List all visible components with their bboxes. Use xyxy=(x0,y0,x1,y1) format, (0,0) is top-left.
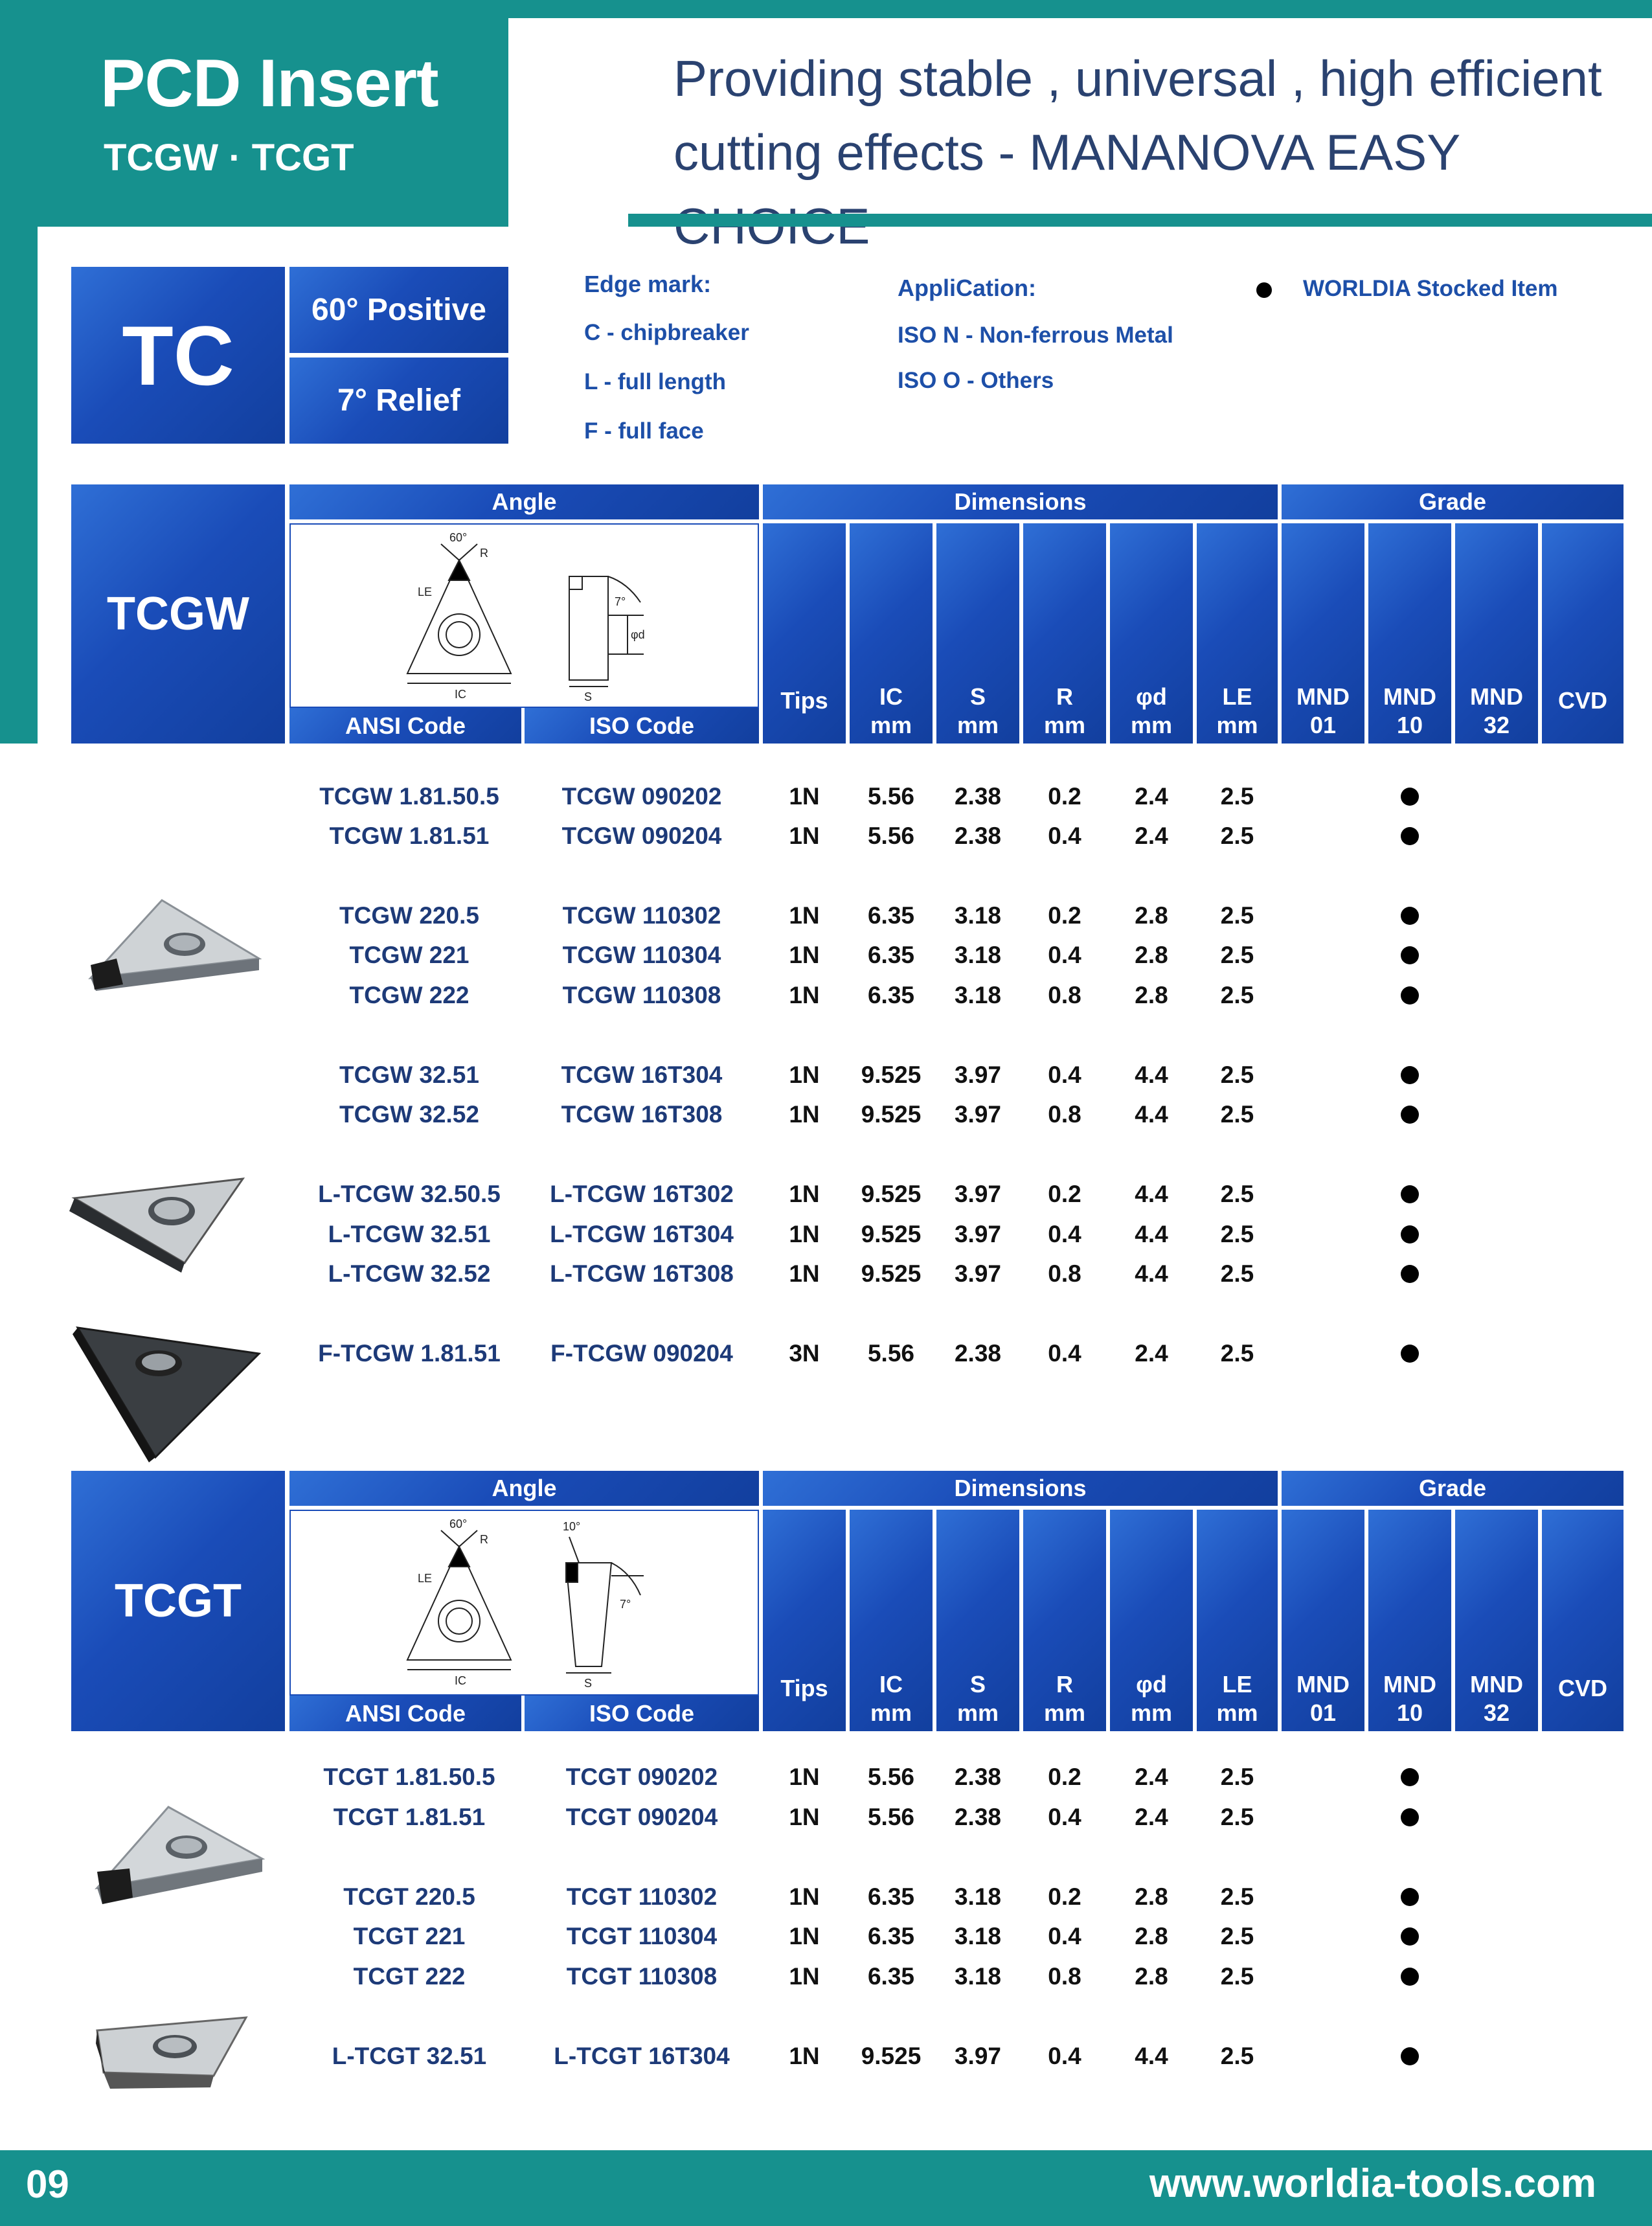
tcgw-grade-header: Grade xyxy=(1282,484,1624,519)
insert-image-tcgt xyxy=(91,1800,278,1930)
tcgt-phid-label: φd xyxy=(1136,1671,1167,1698)
le-value: 2.5 xyxy=(1220,942,1254,968)
tcgt-r-label: R xyxy=(1056,1671,1073,1698)
insert-image-l-tcgw xyxy=(62,1166,269,1276)
phid-value: 2.8 xyxy=(1135,942,1168,968)
page-number: 09 xyxy=(26,2163,69,2206)
iso-code: L-TCGW 16T302 xyxy=(550,1181,734,1207)
application-item-n: ISO N - Non-ferrous Metal xyxy=(898,323,1173,348)
le-value: 2.5 xyxy=(1220,783,1254,810)
tcgw-dimensions-header: Dimensions xyxy=(763,484,1278,519)
tcgt-diagram-ic-label: IC xyxy=(455,1674,466,1687)
tagline-line-2: cutting effects - MANANOVA EASY xyxy=(673,124,1460,181)
iso-code: TCGW 16T308 xyxy=(561,1101,723,1128)
tips-value: 1N xyxy=(789,1923,820,1949)
le-value: 2.5 xyxy=(1220,2043,1254,2069)
s-value: 3.97 xyxy=(954,2043,1001,2069)
ansi-code: TCGW 32.51 xyxy=(339,1062,479,1088)
stocked-dot-icon xyxy=(1401,1066,1419,1084)
ic-value: 6.35 xyxy=(867,1963,914,1990)
ic-value: 6.35 xyxy=(867,982,914,1008)
tcgt-le-unit: mm xyxy=(1216,1699,1258,1726)
tips-value: 1N xyxy=(789,783,820,810)
iso-code: TCGW 16T304 xyxy=(561,1062,723,1088)
tcgt-mnd32-num: 32 xyxy=(1483,1699,1510,1726)
stocked-dot-icon xyxy=(1401,1345,1419,1363)
r-value: 0.2 xyxy=(1048,1764,1081,1790)
stocked-dot-icon xyxy=(1401,1265,1419,1283)
tcgt-mnd01-num: 01 xyxy=(1309,1699,1337,1726)
ic-value: 9.525 xyxy=(861,1181,922,1207)
r-value: 0.4 xyxy=(1048,1804,1081,1830)
tcgt-mnd01-header xyxy=(1282,1510,1364,1731)
tcgw-diagram-phid-label: φd xyxy=(631,628,645,641)
angle-box xyxy=(289,267,508,353)
iso-code: TCGW 110302 xyxy=(562,902,721,929)
iso-code: TCGW 090202 xyxy=(561,783,722,810)
tcgw-mnd32-num: 32 xyxy=(1483,712,1510,738)
tcgw-diagram-angle-label: 60° xyxy=(449,531,468,544)
tcgt-diagram-clearance-label: 10° xyxy=(563,1520,581,1533)
ansi-code: TCGW 220.5 xyxy=(339,902,479,929)
tcgt-mnd01-label: MND xyxy=(1296,1671,1350,1698)
phid-value: 2.8 xyxy=(1135,1883,1168,1910)
s-value: 2.38 xyxy=(954,1804,1001,1830)
r-value: 0.8 xyxy=(1048,1260,1081,1287)
tips-value: 3N xyxy=(789,1340,820,1367)
tips-value: 1N xyxy=(789,1062,820,1088)
s-value: 3.18 xyxy=(954,942,1001,968)
tips-value: 1N xyxy=(789,1181,820,1207)
phid-value: 4.4 xyxy=(1135,1221,1168,1247)
tips-value: 1N xyxy=(789,1883,820,1910)
shape-code-box xyxy=(71,267,285,444)
stocked-dot-icon xyxy=(1401,1768,1419,1786)
le-value: 2.5 xyxy=(1220,902,1254,929)
r-value: 0.4 xyxy=(1048,1062,1081,1088)
s-value: 2.38 xyxy=(954,1340,1001,1367)
r-value: 0.4 xyxy=(1048,1923,1081,1949)
tcgw-diagram-r-label: R xyxy=(480,547,488,560)
tcgt-mnd10-header xyxy=(1368,1510,1451,1731)
ic-value: 9.525 xyxy=(861,1260,922,1287)
tcgw-phid-header xyxy=(1110,523,1193,744)
edge-item-l: L - full length xyxy=(584,369,727,394)
s-value: 3.18 xyxy=(954,1963,1001,1990)
phid-value: 4.4 xyxy=(1135,1101,1168,1128)
ansi-code: L-TCGW 32.52 xyxy=(328,1260,491,1287)
tagline-line-1: Providing stable , universal , high efficient xyxy=(673,50,1602,107)
tcgt-s-label: S xyxy=(969,1671,986,1698)
tcgw-angle-header: Angle xyxy=(289,484,759,519)
tcgt-phid-unit: mm xyxy=(1130,1699,1173,1726)
stocked-dot-icon xyxy=(1401,1106,1419,1124)
ansi-code: TCGT 221 xyxy=(353,1923,466,1949)
tips-value: 1N xyxy=(789,902,820,929)
s-value: 3.18 xyxy=(954,902,1001,929)
ic-value: 5.56 xyxy=(867,1764,914,1790)
tcgt-diagram-r-label: R xyxy=(480,1533,488,1546)
edge-mark-title: Edge mark: xyxy=(584,271,712,297)
phid-value: 2.8 xyxy=(1135,1963,1168,1990)
iso-code: TCGT 090202 xyxy=(565,1764,718,1790)
tcgt-cvd-label: CVD xyxy=(1557,1675,1607,1701)
r-value: 0.4 xyxy=(1048,942,1081,968)
tcgw-r-header xyxy=(1023,523,1106,744)
mnd10-stock-cell xyxy=(1368,1215,1451,1254)
stocked-dot-icon xyxy=(1401,1927,1419,1946)
tcgt-iso-header: ISO Code xyxy=(525,1696,759,1731)
tcgw-mnd10-num: 10 xyxy=(1396,712,1423,738)
le-value: 2.5 xyxy=(1220,1181,1254,1207)
tcgw-mnd32-label: MND xyxy=(1470,683,1523,710)
tcgt-le-label: LE xyxy=(1222,1671,1252,1698)
iso-code: TCGT 090204 xyxy=(565,1804,718,1830)
tcgw-mnd10-header xyxy=(1368,523,1451,744)
r-value: 0.4 xyxy=(1048,823,1081,849)
tcgt-angle-header: Angle xyxy=(289,1471,759,1506)
mnd10-stock-cell xyxy=(1368,2037,1451,2076)
tcgt-phid-header xyxy=(1110,1510,1193,1731)
tcgw-diagram-le-label: LE xyxy=(418,585,433,598)
phid-value: 2.4 xyxy=(1135,1764,1168,1790)
r-value: 0.4 xyxy=(1048,2043,1081,2069)
mnd10-stock-cell xyxy=(1368,976,1451,1015)
stocked-item-label: WORLDIA Stocked Item xyxy=(1303,276,1558,301)
r-value: 0.8 xyxy=(1048,1101,1081,1128)
tcgt-diagram-area xyxy=(289,1510,759,1696)
r-value: 0.4 xyxy=(1048,1221,1081,1247)
le-value: 2.5 xyxy=(1220,982,1254,1008)
le-value: 2.5 xyxy=(1220,1963,1254,1990)
stocked-dot-icon xyxy=(1401,1808,1419,1826)
edge-item-f: F - full face xyxy=(584,418,704,444)
s-value: 2.38 xyxy=(954,1764,1001,1790)
tcgt-r-header xyxy=(1023,1510,1106,1731)
insert-image-tcgw xyxy=(65,887,272,1004)
table-row xyxy=(0,1758,1652,1797)
iso-code: TCGT 110302 xyxy=(566,1883,718,1910)
tcgt-s-unit: mm xyxy=(956,1699,999,1726)
r-value: 0.4 xyxy=(1048,1340,1081,1367)
mnd10-stock-cell xyxy=(1368,777,1451,816)
ansi-code: TCGT 1.81.51 xyxy=(333,1804,486,1830)
mnd10-stock-cell xyxy=(1368,896,1451,935)
stocked-dot-icon xyxy=(1401,1968,1419,1986)
ansi-code: TCGT 220.5 xyxy=(343,1883,475,1910)
website-url[interactable]: www.worldia-tools.com xyxy=(1149,2161,1596,2206)
ansi-code: TCGT 222 xyxy=(353,1963,466,1990)
iso-code: L-TCGW 16T304 xyxy=(550,1221,734,1247)
relief-box xyxy=(289,358,508,444)
stocked-dot-icon xyxy=(1401,907,1419,925)
tcgw-le-label: LE xyxy=(1222,683,1252,710)
stocked-dot-icon xyxy=(1401,946,1419,964)
tcgt-diagram-relief-label: 7° xyxy=(620,1598,631,1611)
mnd10-stock-cell xyxy=(1368,1798,1451,1837)
s-value: 3.18 xyxy=(954,1883,1001,1910)
s-value: 3.18 xyxy=(954,982,1001,1008)
tcgt-tips-label: Tips xyxy=(780,1675,828,1701)
r-value: 0.2 xyxy=(1048,1883,1081,1910)
phid-value: 2.8 xyxy=(1135,1923,1168,1949)
tips-value: 1N xyxy=(789,982,820,1008)
s-value: 3.18 xyxy=(954,1923,1001,1949)
stocked-dot-icon xyxy=(1401,788,1419,806)
ic-value: 6.35 xyxy=(867,902,914,929)
stocked-dot-icon xyxy=(1256,282,1272,298)
tips-value: 1N xyxy=(789,1804,820,1830)
iso-code: TCGT 110304 xyxy=(566,1923,718,1949)
ic-value: 5.56 xyxy=(867,1340,914,1367)
r-value: 0.2 xyxy=(1048,1181,1081,1207)
tcgw-diagram-s-label: S xyxy=(584,690,593,703)
s-value: 2.38 xyxy=(954,783,1001,810)
tips-value: 1N xyxy=(789,1260,820,1287)
r-value: 0.8 xyxy=(1048,982,1081,1008)
le-value: 2.5 xyxy=(1220,1804,1254,1830)
r-value: 0.2 xyxy=(1048,902,1081,929)
insert-image-f-tcgw xyxy=(71,1321,266,1464)
mnd10-stock-cell xyxy=(1368,1056,1451,1095)
tcgw-ic-label: IC xyxy=(879,683,903,710)
mnd10-stock-cell xyxy=(1368,1095,1451,1134)
tips-value: 1N xyxy=(789,823,820,849)
tcgt-series-box xyxy=(71,1471,285,1731)
tcgw-insert-diagram xyxy=(291,525,758,707)
ic-value: 5.56 xyxy=(867,823,914,849)
mnd10-stock-cell xyxy=(1368,817,1451,856)
tcgt-ansi-header: ANSI Code xyxy=(289,1696,521,1731)
tcgw-mnd01-label: MND xyxy=(1296,683,1350,710)
tips-value: 1N xyxy=(789,1221,820,1247)
tcgw-r-label: R xyxy=(1056,683,1073,710)
le-value: 2.5 xyxy=(1220,1221,1254,1247)
phid-value: 4.4 xyxy=(1135,2043,1168,2069)
ansi-code: TCGT 1.81.50.5 xyxy=(323,1764,495,1790)
tips-value: 1N xyxy=(789,1963,820,1990)
tcgw-tips-label: Tips xyxy=(780,687,828,714)
table-row xyxy=(0,777,1652,816)
ic-value: 6.35 xyxy=(867,1923,914,1949)
tcgt-le-header xyxy=(1197,1510,1278,1731)
mnd10-stock-cell xyxy=(1368,1175,1451,1214)
phid-value: 4.4 xyxy=(1135,1181,1168,1207)
phid-value: 4.4 xyxy=(1135,1260,1168,1287)
mnd10-stock-cell xyxy=(1368,1878,1451,1916)
shape-code: TC xyxy=(122,308,234,403)
le-value: 2.5 xyxy=(1220,823,1254,849)
ic-value: 5.56 xyxy=(867,783,914,810)
le-value: 2.5 xyxy=(1220,1260,1254,1287)
ic-value: 5.56 xyxy=(867,1804,914,1830)
tips-value: 1N xyxy=(789,2043,820,2069)
tcgw-s-label: S xyxy=(969,683,986,710)
mnd10-stock-cell xyxy=(1368,936,1451,975)
tcgw-mnd01-num: 01 xyxy=(1309,712,1337,738)
phid-value: 2.4 xyxy=(1135,823,1168,849)
tcgw-r-unit: mm xyxy=(1043,712,1086,738)
ansi-code: TCGW 1.81.51 xyxy=(329,823,490,849)
s-value: 3.97 xyxy=(954,1181,1001,1207)
tcgw-s-header xyxy=(936,523,1019,744)
phid-value: 2.4 xyxy=(1135,1340,1168,1367)
table-row xyxy=(0,817,1652,856)
stocked-dot-icon xyxy=(1401,1225,1419,1244)
iso-code: L-TCGT 16T304 xyxy=(554,2043,730,2069)
tcgw-le-header xyxy=(1197,523,1278,744)
table-row xyxy=(0,1095,1652,1134)
tcgw-phid-label: φd xyxy=(1136,683,1167,710)
tcgt-tips-header xyxy=(763,1510,846,1731)
tcgw-ic-unit: mm xyxy=(870,712,912,738)
iso-code: TCGT 110308 xyxy=(566,1963,718,1990)
tcgw-mnd01-header xyxy=(1282,523,1364,744)
ansi-code: L-TCGW 32.51 xyxy=(328,1221,491,1247)
tcgw-ic-header xyxy=(850,523,933,744)
tcgw-cvd-label: CVD xyxy=(1557,687,1607,714)
tcgt-series-name: TCGT xyxy=(115,1575,242,1627)
mnd10-stock-cell xyxy=(1368,1255,1451,1293)
mnd10-stock-cell xyxy=(1368,1334,1451,1373)
le-value: 2.5 xyxy=(1220,1923,1254,1949)
le-value: 2.5 xyxy=(1220,1101,1254,1128)
phid-value: 2.4 xyxy=(1135,783,1168,810)
le-value: 2.5 xyxy=(1220,1883,1254,1910)
tcgt-r-unit: mm xyxy=(1043,1699,1086,1726)
tcgt-diagram-le-label: LE xyxy=(418,1572,433,1585)
ansi-code: F-TCGW 1.81.51 xyxy=(318,1340,501,1367)
ic-value: 9.525 xyxy=(861,2043,922,2069)
tcgt-s-header xyxy=(936,1510,1019,1731)
le-value: 2.5 xyxy=(1220,1764,1254,1790)
tcgt-ic-unit: mm xyxy=(870,1699,912,1726)
tcgw-diagram-ic-label: IC xyxy=(455,688,466,701)
iso-code: TCGW 110308 xyxy=(562,982,721,1008)
phid-value: 2.8 xyxy=(1135,902,1168,929)
application-item-o: ISO O - Others xyxy=(898,368,1054,393)
tcgt-mnd10-label: MND xyxy=(1383,1671,1436,1698)
stocked-dot-icon xyxy=(1401,827,1419,845)
iso-code: TCGW 110304 xyxy=(562,942,721,968)
stocked-dot-icon xyxy=(1401,986,1419,1005)
tips-value: 1N xyxy=(789,1764,820,1790)
phid-value: 4.4 xyxy=(1135,1062,1168,1088)
relief-label: 7° Relief xyxy=(337,383,460,418)
le-value: 2.5 xyxy=(1220,1340,1254,1367)
tcgw-cvd-header xyxy=(1542,523,1624,744)
ic-value: 9.525 xyxy=(861,1221,922,1247)
stocked-dot-icon xyxy=(1401,2047,1419,2065)
tcgt-insert-diagram xyxy=(291,1511,758,1694)
ansi-code: TCGW 1.81.50.5 xyxy=(319,783,499,810)
s-value: 3.97 xyxy=(954,1260,1001,1287)
tcgw-series-name: TCGW xyxy=(107,588,249,640)
tcgw-mnd10-label: MND xyxy=(1383,683,1436,710)
application-title: AppliCation: xyxy=(898,275,1036,301)
ansi-code: L-TCGT 32.51 xyxy=(332,2043,487,2069)
tcgt-mnd32-header xyxy=(1455,1510,1538,1731)
iso-code: TCGW 090204 xyxy=(561,823,722,849)
ic-value: 9.525 xyxy=(861,1101,922,1128)
tcgt-mnd32-label: MND xyxy=(1470,1671,1523,1698)
tcgt-ic-header xyxy=(850,1510,933,1731)
s-value: 3.97 xyxy=(954,1221,1001,1247)
angle-label: 60° Positive xyxy=(311,293,486,327)
tcgt-mnd10-num: 10 xyxy=(1396,1699,1423,1726)
s-value: 2.38 xyxy=(954,823,1001,849)
table-row xyxy=(0,1957,1652,1996)
tcgw-tips-header xyxy=(763,523,846,744)
table-row xyxy=(0,1056,1652,1095)
ic-value: 6.35 xyxy=(867,1883,914,1910)
tips-value: 1N xyxy=(789,942,820,968)
tcgw-le-unit: mm xyxy=(1216,712,1258,738)
mnd10-stock-cell xyxy=(1368,1957,1451,1996)
tips-value: 1N xyxy=(789,1101,820,1128)
stocked-dot-icon xyxy=(1401,1185,1419,1203)
tcgw-series-box xyxy=(71,484,285,744)
ic-value: 6.35 xyxy=(867,942,914,968)
ansi-code: TCGW 32.52 xyxy=(339,1101,479,1128)
page-title: PCD Insert xyxy=(100,46,438,121)
iso-code: L-TCGW 16T308 xyxy=(550,1260,734,1287)
tcgt-cvd-header xyxy=(1542,1510,1624,1731)
s-value: 3.97 xyxy=(954,1101,1001,1128)
tcgt-grade-header: Grade xyxy=(1282,1471,1624,1506)
ansi-code: TCGW 222 xyxy=(349,982,470,1008)
insert-image-l-tcgt xyxy=(91,2011,259,2095)
iso-code: F-TCGW 090204 xyxy=(550,1340,733,1367)
mnd10-stock-cell xyxy=(1368,1917,1451,1956)
stocked-dot-icon xyxy=(1401,1888,1419,1906)
mnd10-stock-cell xyxy=(1368,1758,1451,1797)
ic-value: 9.525 xyxy=(861,1062,922,1088)
page-subtitle: TCGW · TCGT xyxy=(104,137,354,179)
le-value: 2.5 xyxy=(1220,1062,1254,1088)
tcgt-diagram-angle-label: 60° xyxy=(449,1517,468,1530)
ansi-code: TCGW 221 xyxy=(349,942,470,968)
tcgw-phid-unit: mm xyxy=(1130,712,1173,738)
s-value: 3.97 xyxy=(954,1062,1001,1088)
tcgw-diagram-relief-label: 7° xyxy=(615,595,626,608)
tcgw-iso-header: ISO Code xyxy=(525,708,759,744)
tcgt-diagram-s-label: S xyxy=(584,1677,593,1690)
ansi-code: L-TCGW 32.50.5 xyxy=(318,1181,501,1207)
phid-value: 2.4 xyxy=(1135,1804,1168,1830)
r-value: 0.2 xyxy=(1048,783,1081,810)
r-value: 0.8 xyxy=(1048,1963,1081,1990)
phid-value: 2.8 xyxy=(1135,982,1168,1008)
tcgw-diagram-area xyxy=(289,523,759,708)
edge-item-c: C - chipbreaker xyxy=(584,320,749,345)
tcgw-ansi-header: ANSI Code xyxy=(289,708,521,744)
tcgt-ic-label: IC xyxy=(879,1671,903,1698)
tagline-underline xyxy=(628,214,1652,227)
tcgw-mnd32-header xyxy=(1455,523,1538,744)
tcgt-dimensions-header: Dimensions xyxy=(763,1471,1278,1506)
tcgw-s-unit: mm xyxy=(956,712,999,738)
